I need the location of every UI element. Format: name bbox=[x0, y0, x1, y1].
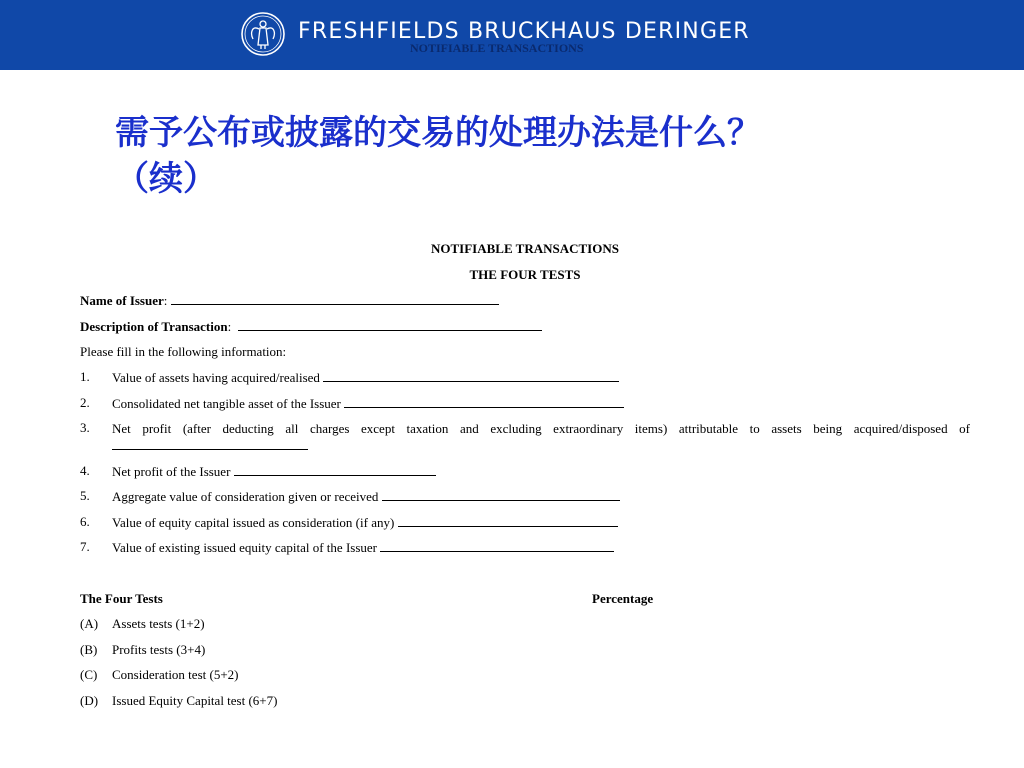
item-number: 4. bbox=[80, 463, 90, 478]
item-text: Value of assets having acquired/realised bbox=[112, 370, 320, 385]
item-text: Aggregate value of consideration given or received bbox=[112, 489, 379, 504]
item-blank bbox=[234, 463, 436, 476]
test-row bbox=[80, 667, 970, 684]
title-line-1: 需予公布或披露的交易的处理办法是什么？ bbox=[115, 113, 761, 153]
item-number: 5. bbox=[80, 488, 90, 503]
list-item bbox=[80, 514, 970, 531]
item-number: 2. bbox=[80, 395, 90, 410]
test-code: (B) bbox=[80, 642, 98, 657]
list-item bbox=[80, 395, 970, 412]
item-number: 1. bbox=[80, 369, 90, 384]
test-row bbox=[80, 642, 970, 659]
test-text: Profits tests (3+4) bbox=[112, 642, 206, 657]
item-blank bbox=[382, 488, 620, 501]
item-text: Consolidated net tangible asset of the Issuer bbox=[112, 396, 341, 411]
item-blank bbox=[380, 539, 614, 552]
item-number: 3. bbox=[80, 420, 90, 435]
test-code: (A) bbox=[80, 616, 99, 631]
list-item bbox=[80, 463, 970, 480]
header-subtitle: NOTIFIABLE TRANSACTIONS bbox=[410, 41, 584, 55]
list-item bbox=[80, 369, 970, 386]
item-text: Value of equity capital issued as consideration (if any) bbox=[112, 515, 395, 530]
item-text: Value of existing issued equity capital of the Issuer bbox=[112, 540, 377, 555]
angel-emblem-icon bbox=[240, 11, 286, 57]
slide-title bbox=[115, 110, 915, 202]
list-item bbox=[80, 488, 970, 505]
brand-name: FRESHFIELDS BRUCKHAUS DERINGER bbox=[298, 19, 750, 44]
title-line-2: （续） bbox=[115, 159, 217, 199]
list-item bbox=[80, 539, 970, 556]
item-text: Net profit (after deducting all charges except taxation and excluding extraordinary items) attributable to assets being acquired/disposed of bbox=[112, 421, 970, 436]
issuer-blank bbox=[171, 292, 499, 305]
test-code: (C) bbox=[80, 667, 98, 682]
item-blank bbox=[112, 437, 308, 450]
test-row bbox=[80, 616, 970, 633]
issuer-label: Name of Issuer bbox=[80, 293, 164, 308]
header-bar bbox=[0, 0, 1024, 70]
list-item bbox=[80, 420, 970, 456]
instruction-text: Please fill in the following information: bbox=[80, 344, 287, 359]
form-subheading: THE FOUR TESTS bbox=[469, 267, 581, 282]
test-code: (D) bbox=[80, 693, 99, 708]
item-number: 7. bbox=[80, 539, 90, 554]
test-text: Issued Equity Capital test (6+7) bbox=[112, 693, 278, 708]
test-text: Consideration test (5+2) bbox=[112, 667, 239, 682]
form-heading: NOTIFIABLE TRANSACTIONS bbox=[431, 241, 619, 256]
item-number: 6. bbox=[80, 514, 90, 529]
percentage-header: Percentage bbox=[592, 591, 654, 606]
test-text: Assets tests (1+2) bbox=[112, 616, 205, 631]
issuer-row: Name of Issuer: bbox=[80, 292, 499, 309]
item-blank bbox=[398, 514, 618, 527]
description-blank bbox=[238, 318, 542, 331]
tests-header: The Four Tests bbox=[80, 591, 163, 606]
item-blank bbox=[344, 395, 624, 408]
description-row: Description of Transaction: bbox=[80, 318, 542, 335]
item-blank bbox=[323, 369, 619, 382]
test-row bbox=[80, 693, 970, 710]
item-text: Net profit of the Issuer bbox=[112, 464, 231, 479]
description-label: Description of Transaction bbox=[80, 319, 228, 334]
